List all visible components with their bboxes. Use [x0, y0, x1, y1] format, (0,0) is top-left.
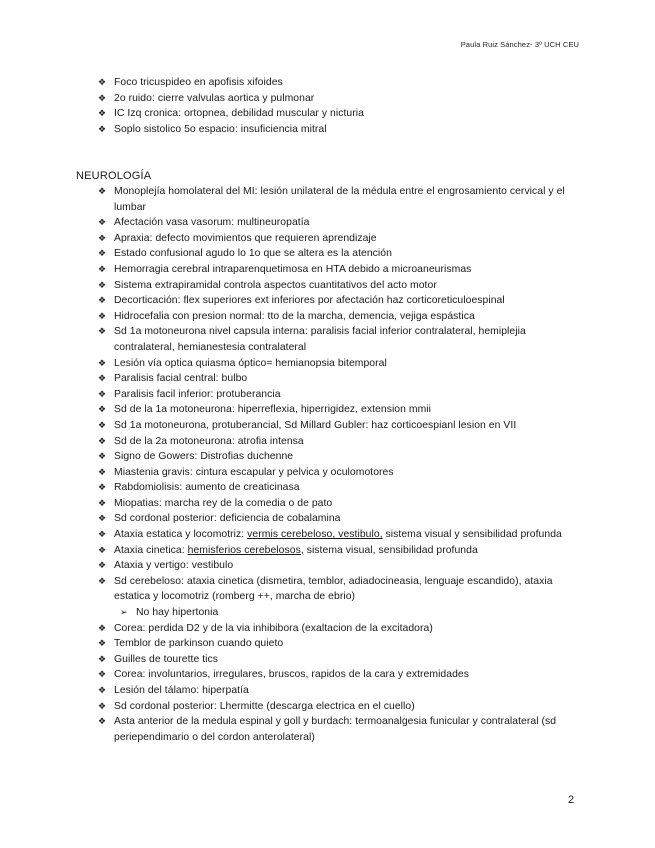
sub-bullet-list: [98, 605, 578, 621]
list-item-text: Miopatias: marcha rey de la comedia o de pato: [114, 497, 333, 509]
list-item: [98, 496, 578, 512]
item-text-suffix: sistema visual y sensibilidad profunda: [382, 529, 562, 541]
list-item-text: Afectación vasa vasorum: multineuropatía: [114, 217, 310, 229]
list-item: [98, 91, 578, 107]
list-item-text: Corea: perdida D2 y de la via inhibibora (exaltacion de la excitadora): [114, 622, 433, 634]
list-item: [98, 293, 578, 309]
list-item: [98, 262, 578, 278]
list-item: [98, 714, 578, 745]
list-item-text: Asta anterior de la medula espinal y goll y burdach: termoanalgesia funicular y contralateral (sd periependimario o del cordon anterolateral): [114, 716, 557, 743]
list-item: [98, 558, 578, 574]
bullet-icon: ❖: [98, 388, 107, 399]
list-item: [98, 699, 578, 715]
bullet-icon: ❖: [98, 232, 107, 243]
bullet-icon: ❖: [98, 529, 107, 540]
list-item: [98, 667, 578, 683]
item-text-prefix: Ataxia estatica y locomotriz:: [114, 529, 248, 541]
list-item: [98, 621, 578, 637]
list-item-text: IC Izq cronica: ortopnea, debilidad muscular y nicturia: [114, 108, 364, 120]
cardiology-bullet-list: [98, 75, 578, 137]
bullet-icon: ❖: [98, 653, 107, 664]
list-item: [120, 605, 578, 621]
list-item: [98, 246, 578, 262]
list-item-text: Lesión del tálamo: hiperpatía: [114, 685, 249, 696]
bullet-icon: ❖: [98, 575, 107, 586]
list-item-text: Monoplejía homolateral del MI: lesión unilateral de la médula entre el engrosamiento cervical y el lumbar: [114, 186, 565, 213]
list-item-text: Hemorragia cerebral intraparenquetimosa en HTA debido a microaneurismas: [114, 263, 472, 275]
bullet-icon: ❖: [98, 326, 107, 337]
list-item: [98, 324, 578, 355]
bullet-icon: ❖: [98, 279, 107, 290]
bullet-icon: ❖: [98, 108, 107, 119]
bullet-icon: ❖: [98, 373, 107, 384]
list-item: [98, 184, 578, 215]
list-item: [98, 402, 578, 418]
list-item-text: Soplo sistolico 5o espacio: insuficiencia mitral: [114, 123, 327, 135]
list-item: [98, 511, 578, 527]
bullet-icon: ❖: [98, 186, 107, 196]
list-item-text: Sd cordonal posterior: Lhermitte (descarga electrica en el cuello): [114, 700, 415, 712]
list-item-text: 2o ruido: cierre valvulas aortica y pulmonar: [114, 92, 315, 104]
bullet-icon: ❖: [98, 217, 107, 228]
list-item: [98, 231, 578, 247]
bullet-icon: ❖: [98, 123, 107, 134]
list-item: [98, 75, 578, 91]
list-item: [98, 527, 578, 543]
list-item: [98, 122, 578, 138]
item-text-underlined: vermis cerebeloso, vestibulo,: [247, 529, 383, 541]
bullet-icon: ❖: [98, 435, 107, 446]
list-item: [98, 465, 578, 481]
list-item: [98, 683, 578, 699]
list-item: [98, 371, 578, 387]
list-item: [98, 543, 578, 559]
list-item: [98, 434, 578, 450]
page-header: Paula Ruiz Sánchez- 3º UCH CEU: [460, 40, 579, 49]
page-number: 2: [568, 794, 575, 806]
list-item-text: Paralisis facial central: bulbo: [114, 373, 248, 385]
list-item-text: Hidrocefalia con presion normal: tto de la marcha, demencia, vejiga espástica: [114, 310, 475, 322]
list-item: [98, 309, 578, 325]
bullet-icon: ❖: [98, 404, 107, 415]
list-item-text: Foco tricuspideo en apofisis xifoides: [114, 77, 283, 88]
list-item: [98, 480, 578, 496]
list-item-text: Corea: involuntarios, irregulares, bruscos, rapidos de la cara y extremidades: [114, 669, 469, 681]
list-item-text: Sd 1a motoneurona nivel capsula interna: paralisis facial inferior contralateral, hemiplejia contralateral, hemianestesia contralateral: [114, 326, 526, 353]
bullet-icon: ❖: [98, 295, 107, 306]
bullet-icon: ❖: [98, 310, 107, 321]
bullet-icon: ❖: [98, 92, 107, 103]
bullet-icon: ❖: [98, 357, 107, 368]
list-item-text: Ataxia y vertigo: vestibulo: [114, 560, 234, 572]
list-item-text: No hay hipertonia: [136, 607, 219, 619]
bullet-icon: ❖: [98, 638, 107, 649]
list-item-text: Paralisis facil inferior: protuberancia: [114, 388, 281, 400]
list-item-text: Sd de la 1a motoneurona: hiperreflexia, hiperrigidez, extension mmii: [114, 404, 432, 416]
list-item: [98, 636, 578, 652]
list-item-text: Miastenia gravis: cintura escapular y pelvica y oculomotores: [114, 466, 394, 478]
bullet-icon: ❖: [98, 669, 107, 680]
list-item: [98, 387, 578, 403]
bullet-icon: ❖: [98, 497, 107, 508]
item-text-underlined: hemisferios cerebelosos,: [187, 544, 304, 556]
list-item-text: Temblor de parkinson cuando quieto: [114, 638, 284, 650]
bullet-icon: ➢: [120, 607, 128, 618]
list-item-text: Guilles de tourette tics: [114, 653, 219, 665]
list-item-text: Signo de Gowers: Distrofias duchenne: [114, 451, 294, 463]
list-item: [98, 215, 578, 231]
list-item-text: Rabdomiolisis: aumento de creaticinasa: [114, 482, 300, 494]
bullet-icon: ❖: [98, 716, 107, 727]
bullet-icon: ❖: [98, 685, 107, 695]
sub-list-container: [98, 605, 578, 621]
list-item-text: Estado confusional agudo lo 1o que se altera es la atención: [114, 248, 392, 260]
neurology-bullet-list: [98, 184, 578, 745]
list-item: [98, 652, 578, 668]
bullet-icon: ❖: [98, 451, 107, 462]
bullet-icon: ❖: [98, 77, 107, 87]
list-item-text: Lesión vía optica quiasma óptico= hemianopsia bitemporal: [114, 357, 387, 369]
item-text-prefix: Ataxia cinetica:: [114, 544, 188, 556]
bullet-icon: ❖: [98, 248, 107, 259]
section-title-neurologia: NEUROLOGÍA: [76, 170, 152, 182]
list-item-text: Sd de la 2a motoneurona: atrofia intensa: [114, 435, 304, 447]
list-item: [98, 574, 578, 605]
item-text-suffix: sistema visual, sensibilidad profunda: [303, 544, 478, 556]
bullet-icon: ❖: [98, 544, 107, 555]
list-item: [98, 106, 578, 122]
list-item-text: Apraxia: defecto movimientos que requieren aprendizaje: [114, 232, 377, 244]
bullet-icon: ❖: [98, 419, 107, 430]
list-item-text: Sistema extrapiramidal controla aspectos cuantitativos del acto motor: [114, 279, 437, 291]
bullet-icon: ❖: [98, 622, 107, 633]
list-item: [98, 418, 578, 434]
bullet-icon: ❖: [98, 482, 107, 493]
bullet-icon: ❖: [98, 560, 107, 571]
list-item-text: Decorticación: flex superiores ext inferiores por afectación haz corticoreticuloespinal: [114, 295, 505, 307]
list-item-text: Sd 1a motoneurona, protuberancial, Sd Millard Gubler: haz corticoespianl lesion en VII: [114, 419, 517, 431]
bullet-icon: ❖: [98, 263, 107, 274]
bullet-icon: ❖: [98, 700, 107, 711]
bullet-icon: ❖: [98, 466, 107, 477]
list-item: [98, 278, 578, 294]
list-item: [98, 356, 578, 372]
bullet-icon: ❖: [98, 513, 107, 524]
list-item: [98, 449, 578, 465]
list-item-text: Sd cerebeloso: ataxia cinetica (dismetira, temblor, adiadocineasia, lenguaje escandido), ataxia estatica y locomotriz (romberg ++, marcha de ebrio): [114, 575, 553, 603]
list-item-text: Sd cordonal posterior: deficiencia de cobalamina: [114, 513, 341, 525]
